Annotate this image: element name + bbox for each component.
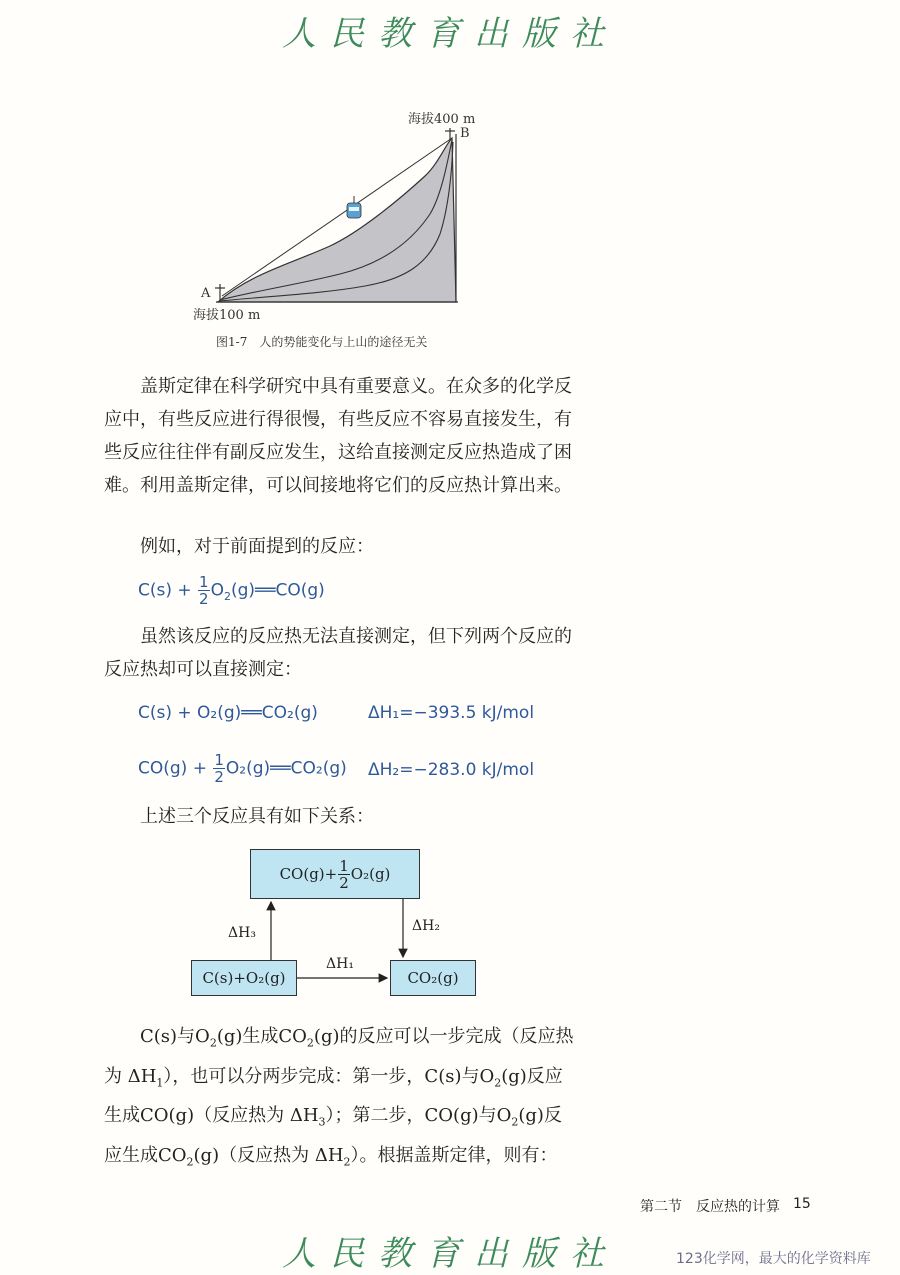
diagram-box-right: CO₂(g): [390, 960, 476, 996]
section-title: 第二节 反应热的计算: [640, 1199, 780, 1215]
header-logo: 人民教育出版社: [282, 14, 618, 54]
point-b-label: B: [460, 126, 470, 141]
equation-2-enthalpy: ΔH₁=−393.5 kJ/mol: [368, 703, 535, 723]
paragraph-example: 例如，对于前面提到的反应：: [140, 536, 374, 557]
equation-2: C(s) + O₂(g)══CO₂(g): [138, 703, 318, 723]
altitude-bottom-label: 海拔100 m: [193, 308, 261, 323]
paragraph-measurement: 虽然该反应的反应热无法直接测定，但下列两个反应的反应热却可以直接测定：: [104, 626, 572, 680]
page-number: 15: [793, 1196, 811, 1212]
figure-caption: 图1-7 人的势能变化与上山的途径无关: [216, 335, 428, 349]
equation-3: CO(g) + $\frac{1}{2}$ O₂(g)══CO₂(g): [138, 751, 347, 786]
delta-h2-label: ΔH₂: [412, 918, 440, 934]
diagram-box-top: CO(g)+ $\frac{1}{2}$ O₂(g): [250, 849, 420, 899]
delta-h1-label: ΔH₁: [326, 956, 354, 972]
equation-1: C(s) + $\frac{1}{2}$ $O_2(g)══CO(g)$: [138, 573, 325, 608]
point-a-label: A: [201, 286, 211, 301]
paragraph-relation: 上述三个反应具有如下关系：: [140, 806, 374, 827]
watermark: 123化学网，最大的化学资料库: [676, 1251, 871, 1267]
footer-logo: 人民教育出版社: [282, 1234, 618, 1274]
equation-3-enthalpy: ΔH₂=−283.0 kJ/mol: [368, 760, 535, 780]
diagram-box-left: C(s)+O₂(g): [191, 960, 297, 996]
paragraph-two-step: C(s)与$O_2(g)$生成$CO_2(g)$的反应可以一步完成（反应热为 $\Delta H_1$），也可以分两步完成：第一步，C(s)与$O_2(g)$反应生成CO(g)（反应热为 $\Delta H_3$）；第二步，CO(g)与$O_2(g)$反应生成$CO_2(g)$（反应热为 $\Delta H_2$）。根据盖斯定律，则有：: [104, 1026, 574, 1169]
paragraph-hess-law: 盖斯定律在科学研究中具有重要意义。在众多的化学反应中，有些反应进行得很慢，有些反应不容易直接发生，有些反应往往伴有副反应发生，这给直接测定反应热造成了困难。利用盖斯定律，可以间接地将它们的反应热计算出来。: [104, 376, 572, 496]
delta-h3-label: ΔH₃: [228, 925, 256, 941]
altitude-top-label: 海拔400 m: [408, 112, 476, 127]
